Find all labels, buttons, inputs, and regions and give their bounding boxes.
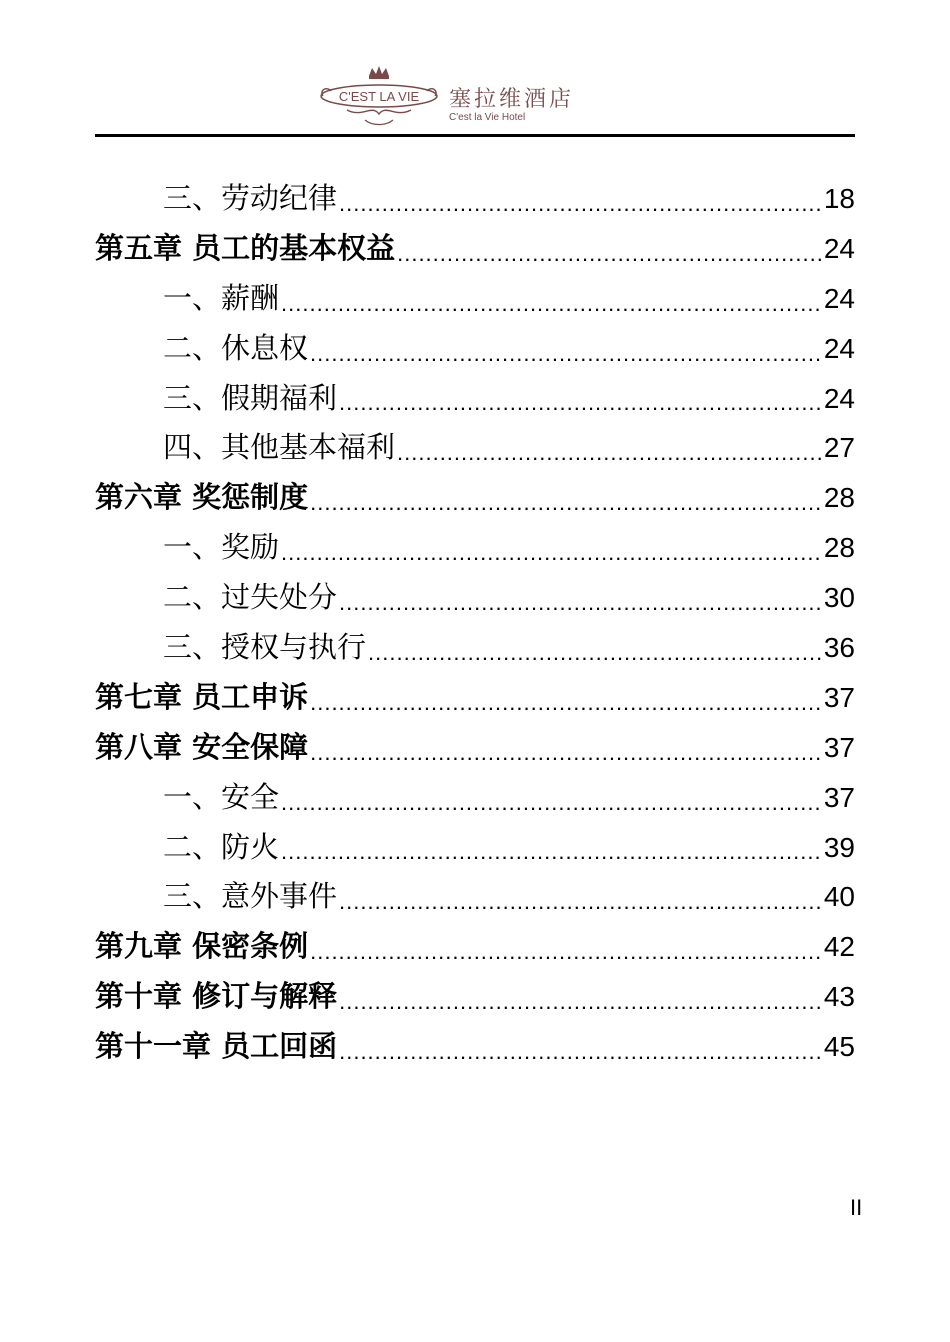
toc-section-entry[interactable]	[95, 773, 855, 823]
brand-name-english: C'est la Vie Hotel	[449, 112, 526, 123]
toc-entry-page-number: 24	[823, 332, 855, 364]
toc-entry-title: 三、授权与执行	[163, 630, 367, 664]
table-of-contents	[95, 174, 855, 1072]
page-number: II	[850, 1195, 863, 1220]
toc-dot-leader	[368, 633, 822, 673]
toc-entry-title: 三、劳动纪律	[163, 180, 338, 215]
toc-entry-title: 第七章 员工申诉	[95, 679, 309, 714]
toc-entry-page-number: 43	[823, 981, 855, 1013]
toc-dot-leader	[339, 383, 822, 423]
toc-entry-page-number: 45	[823, 1031, 855, 1063]
toc-section-entry[interactable]	[95, 423, 855, 473]
crown-emblem-icon	[317, 64, 441, 128]
toc-dot-leader	[281, 783, 822, 823]
toc-section-entry[interactable]	[95, 523, 855, 573]
toc-entry-title: 一、薪酬	[163, 280, 280, 315]
toc-dot-leader	[397, 433, 822, 473]
toc-dot-leader	[310, 683, 822, 723]
toc-dot-leader	[310, 483, 822, 523]
toc-entry-page-number: 37	[823, 681, 855, 713]
toc-entry-page-number: 36	[823, 632, 855, 663]
toc-chapter-entry[interactable]	[95, 723, 855, 773]
toc-entry-title: 第五章 员工的基本权益	[95, 230, 396, 265]
toc-entry-title: 三、假期福利	[163, 380, 338, 415]
toc-entry-title: 二、过失处分	[163, 580, 338, 615]
toc-entry-title: 一、奖励	[163, 530, 280, 565]
toc-section-entry[interactable]	[95, 623, 855, 673]
toc-entry-title: 二、防火	[163, 829, 280, 864]
toc-entry-page-number: 24	[823, 232, 855, 264]
toc-entry-title: 第六章 奖惩制度	[95, 480, 309, 515]
toc-dot-leader	[339, 583, 822, 623]
toc-entry-page-number: 39	[823, 831, 855, 863]
toc-entry-page-number: 37	[823, 731, 855, 763]
page-header	[95, 60, 855, 135]
hotel-logo	[317, 64, 597, 128]
toc-entry-page-number: 30	[823, 582, 855, 614]
toc-entry-title: 三、意外事件	[163, 879, 338, 914]
toc-chapter-entry[interactable]	[95, 1022, 855, 1072]
toc-section-entry[interactable]	[95, 823, 855, 873]
toc-entry-page-number: 18	[823, 182, 855, 214]
toc-dot-leader	[281, 832, 822, 872]
toc-entry-title: 一、安全	[163, 779, 280, 814]
toc-entry-page-number: 37	[823, 781, 855, 813]
toc-entry-page-number: 24	[823, 282, 855, 314]
toc-dot-leader	[339, 982, 822, 1022]
toc-entry-page-number: 28	[823, 482, 855, 514]
toc-dot-leader	[310, 334, 822, 374]
toc-entry-title: 第十一章 员工回函	[95, 1029, 338, 1064]
toc-dot-leader	[281, 284, 822, 324]
logo-text: C'EST LA VIE	[338, 89, 420, 104]
toc-chapter-entry[interactable]	[95, 473, 855, 523]
toc-dot-leader	[310, 733, 822, 773]
toc-section-entry[interactable]	[95, 872, 855, 922]
toc-section-entry[interactable]	[95, 324, 855, 374]
toc-entry-page-number: 24	[823, 382, 855, 414]
toc-dot-leader	[281, 533, 822, 573]
toc-entry-page-number: 27	[823, 432, 855, 464]
toc-entry-page-number: 28	[823, 532, 855, 564]
toc-entry-title: 第八章 安全保障	[95, 729, 309, 764]
toc-entry-title: 二、休息权	[163, 330, 309, 365]
toc-section-entry[interactable]	[95, 573, 855, 623]
toc-section-entry[interactable]	[95, 274, 855, 324]
toc-entry-title: 第九章 保密条例	[95, 929, 309, 964]
toc-entry-title: 四、其他基本福利	[163, 430, 396, 465]
toc-chapter-entry[interactable]	[95, 922, 855, 972]
toc-dot-leader	[339, 882, 822, 922]
toc-entry-page-number: 42	[823, 931, 855, 963]
toc-chapter-entry[interactable]	[95, 224, 855, 274]
toc-entry-page-number: 40	[823, 881, 855, 913]
toc-dot-leader	[339, 184, 822, 224]
toc-section-entry[interactable]	[95, 374, 855, 424]
toc-dot-leader	[310, 932, 822, 972]
toc-chapter-entry[interactable]	[95, 673, 855, 723]
toc-chapter-entry[interactable]	[95, 972, 855, 1022]
header-divider	[95, 134, 855, 137]
toc-entry-title: 第十章 修订与解释	[95, 979, 338, 1014]
toc-dot-leader	[397, 234, 822, 274]
toc-dot-leader	[339, 1032, 822, 1072]
brand-name-chinese: 塞拉维酒店	[449, 87, 575, 112]
toc-section-entry[interactable]	[95, 174, 855, 224]
